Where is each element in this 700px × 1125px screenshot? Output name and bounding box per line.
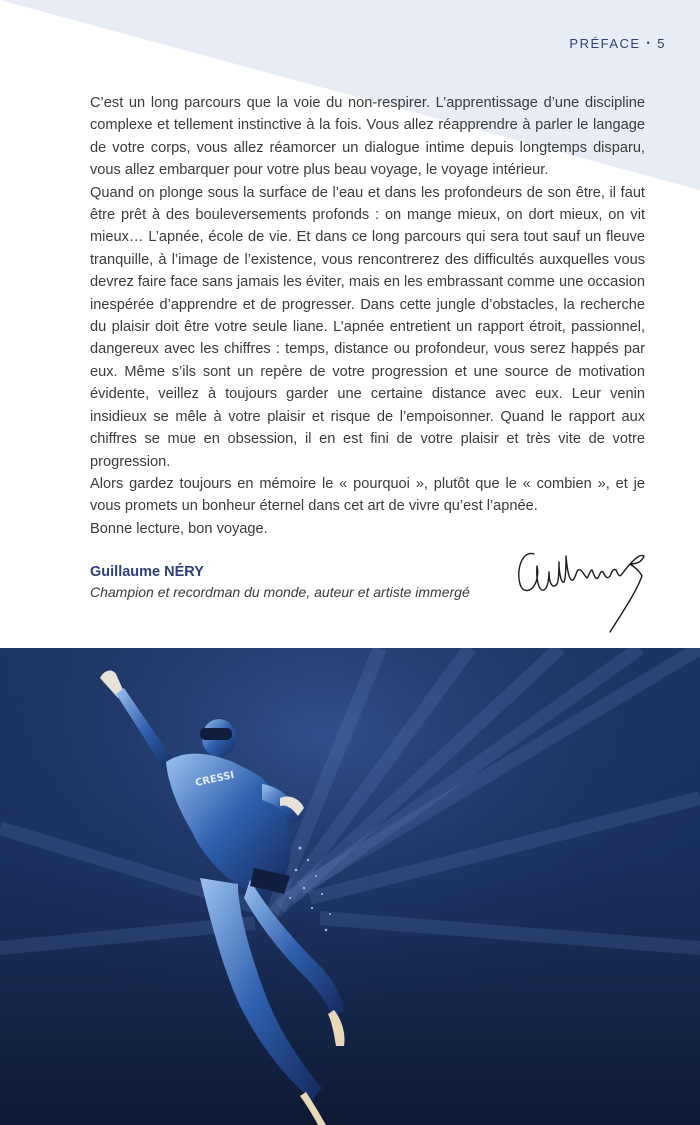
wetsuit-brand: CRESSI [194,769,236,789]
preface-text [90,92,645,540]
running-header [569,36,666,51]
page-number: 5 [657,36,666,51]
author-block [90,562,470,602]
freediver-photo [0,648,700,1125]
author-role: Champion et recordman du monde, auteur et artiste immergé [90,584,470,600]
photo-illustration [0,648,700,1125]
paragraph-3: Alors gardez toujours en mémoire le « pourquoi », plutôt que le « combien », et je vous promets un bonheur éternel dans cet art de vivre qu’est l’apnée. [90,475,645,515]
paragraph-4: Bonne lecture, bon voyage. [90,520,268,537]
paragraph-2: Quand on plonge sous la surface de l’eau et dans les profondeurs de son être, il faut être prêt à des bouleversements profonds : on mange mieux, on dort mieux, on vit mieux… L’apnée, école de vie. Et dans ce long parcours qui sera tout sauf un fleuve tranquille, à l’image de l’existence, vous rencontrerez des difficultés auxquelles vous devrez faire face sans jamais les éviter, mais en les embrassant comme une occasion inespérée d’apprendre et de progresser. Dans cette jungle d’obstacles, la recherche du plaisir doit être votre seule liane. L’apnée entretient un rapport étroit, passionnel, dangereux avec les chiffres : temps, distance ou profondeur, vous serez happés par eux. Même s’ils sont un repère de votre progression et une source de motivation évidente, veillez à toujours garder une certaine distance avec eux. Leur venin insidieux se mêle à votre plaisir et risque de l’empoisonner. Quand le rapport aux chiffres se mue en obsession, il en est fini de votre plaisir et très vite de votre progression. [90,184,645,470]
handwritten-signature [512,540,657,635]
paragraph-1: C’est un long parcours que la voie du non-respirer. L’apprentissage d’une discipline complexe et tellement instinctive à la fois. Vous allez réapprendre à parler le langage de votre corps, vous allez réamorcer un dialogue intime depuis longtemps disparu, vous allez embarquer pour votre plus beau voyage, le voyage intérieur. [90,95,645,179]
separator-dot: • [646,37,652,48]
section-title: PRÉFACE [569,36,641,51]
author-name: Guillaume NÉRY [90,564,204,580]
